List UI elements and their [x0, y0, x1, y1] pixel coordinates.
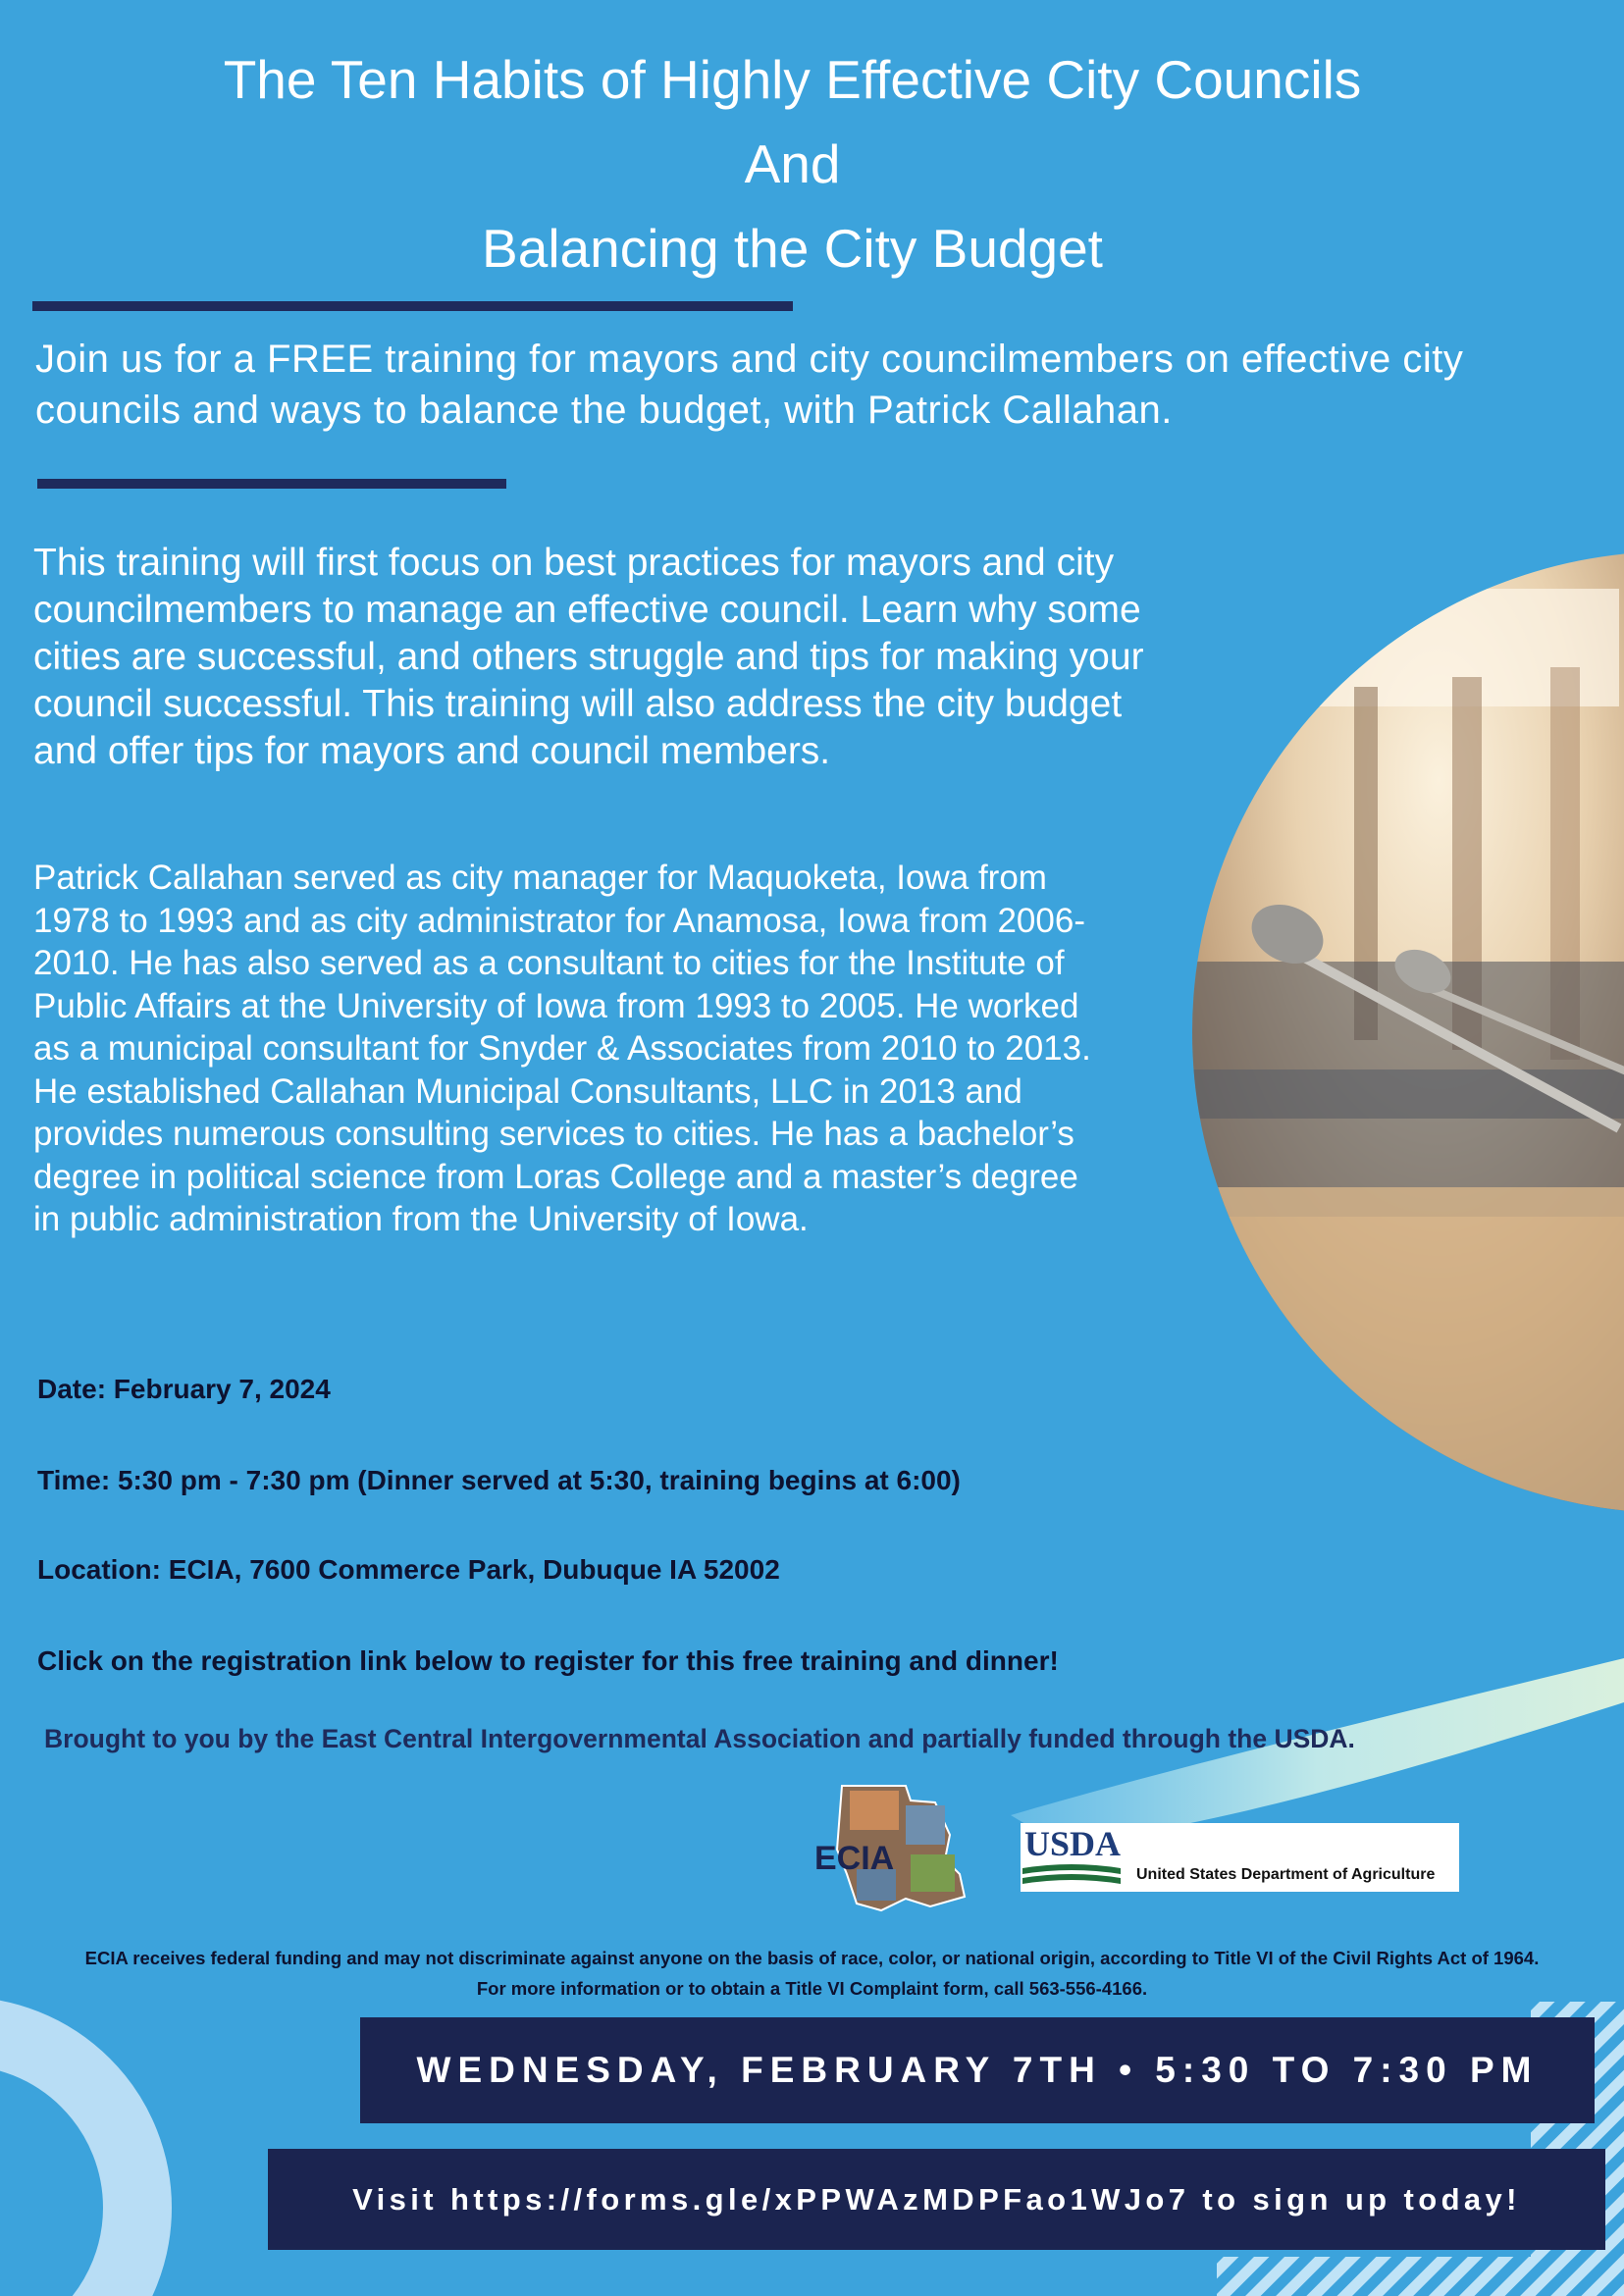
title-line-1: The Ten Habits of Highly Effective City Councils: [223, 49, 1362, 110]
event-location: Location: ECIA, 7600 Commerce Park, Dubuque IA 52002: [37, 1554, 780, 1585]
event-time: Time: 5:30 pm - 7:30 pm (Dinner served at 5:30, training begins at 6:00): [37, 1465, 961, 1495]
decorative-arc: [0, 2031, 137, 2296]
datetime-banner: WEDNESDAY, FEBRUARY 7TH • 5:30 TO 7:30 PM: [360, 2017, 1595, 2123]
ecia-logo: [812, 1781, 979, 1918]
intro-text: Join us for a FREE training for mayors and city councilmembers on effective city councils and ways to balance the budget, with Patrick Callahan.: [35, 338, 1464, 432]
council-chamber-photo: [1158, 530, 1624, 1531]
speaker-bio: Patrick Callahan served as city manager for Maquoketa, Iowa from 1978 to 1993 and as city administrator for Anamosa, Iowa from 2006-2010. He has also served as a consultant to cities for the Institute of Public Affairs at the University of Iowa from 1993 to 2005. He worked as a municipal consultant for Snyder & Associates from 2010 to 2013. He established Callahan Municipal Consultants, LLC in 2013 and provides numerous consulting services to cities. He has a bachelor’s degree in political science from Loras College and a master’s degree in public administration from the University of Iowa.: [33, 859, 1091, 1238]
usda-logo-text: USDA: [1024, 1824, 1122, 1863]
usda-logo: [1021, 1823, 1459, 1892]
intro-divider: [37, 479, 506, 489]
event-date: Date: February 7, 2024: [37, 1374, 331, 1404]
registration-note: Click on the registration link below to register for this free training and dinner!: [37, 1645, 1059, 1676]
civil-rights-disclaimer: [0, 1943, 1624, 2004]
disclaimer-line-2: For more information or to obtain a Title VI Complaint form, call 563-556-4166.: [476, 1978, 1148, 1999]
training-description: This training will first focus on best practices for mayors and city councilmembers to manage an effective council. Learn why some cities are successful, and others struggle and tips for making your council successful. This training will also address the city budget and offer tips for mayors and council members.: [33, 542, 1144, 772]
page-title: [0, 37, 1585, 290]
sponsor-note: Brought to you by the East Central Intergovernmental Association and partially funded through the USDA.: [44, 1724, 1355, 1753]
title-line-3: Balancing the City Budget: [482, 218, 1103, 279]
usda-full-name: United States Department of Agriculture: [1136, 1866, 1436, 1883]
title-divider: [32, 301, 793, 311]
disclaimer-line-1: ECIA receives federal funding and may not discriminate against anyone on the basis of race, color, or national origin, according to Title VI of the Civil Rights Act of 1964.: [84, 1948, 1540, 1968]
title-line-2: And: [744, 133, 841, 194]
ecia-logo-text: ECIA: [814, 1840, 895, 1877]
decorative-stripes-bottom: [1217, 2257, 1624, 2296]
usda-field-icon: [1022, 1860, 1121, 1890]
signup-banner[interactable]: Visit https://forms.gle/xPPWAzMDPFao1WJo7 to sign up today!: [268, 2149, 1605, 2250]
